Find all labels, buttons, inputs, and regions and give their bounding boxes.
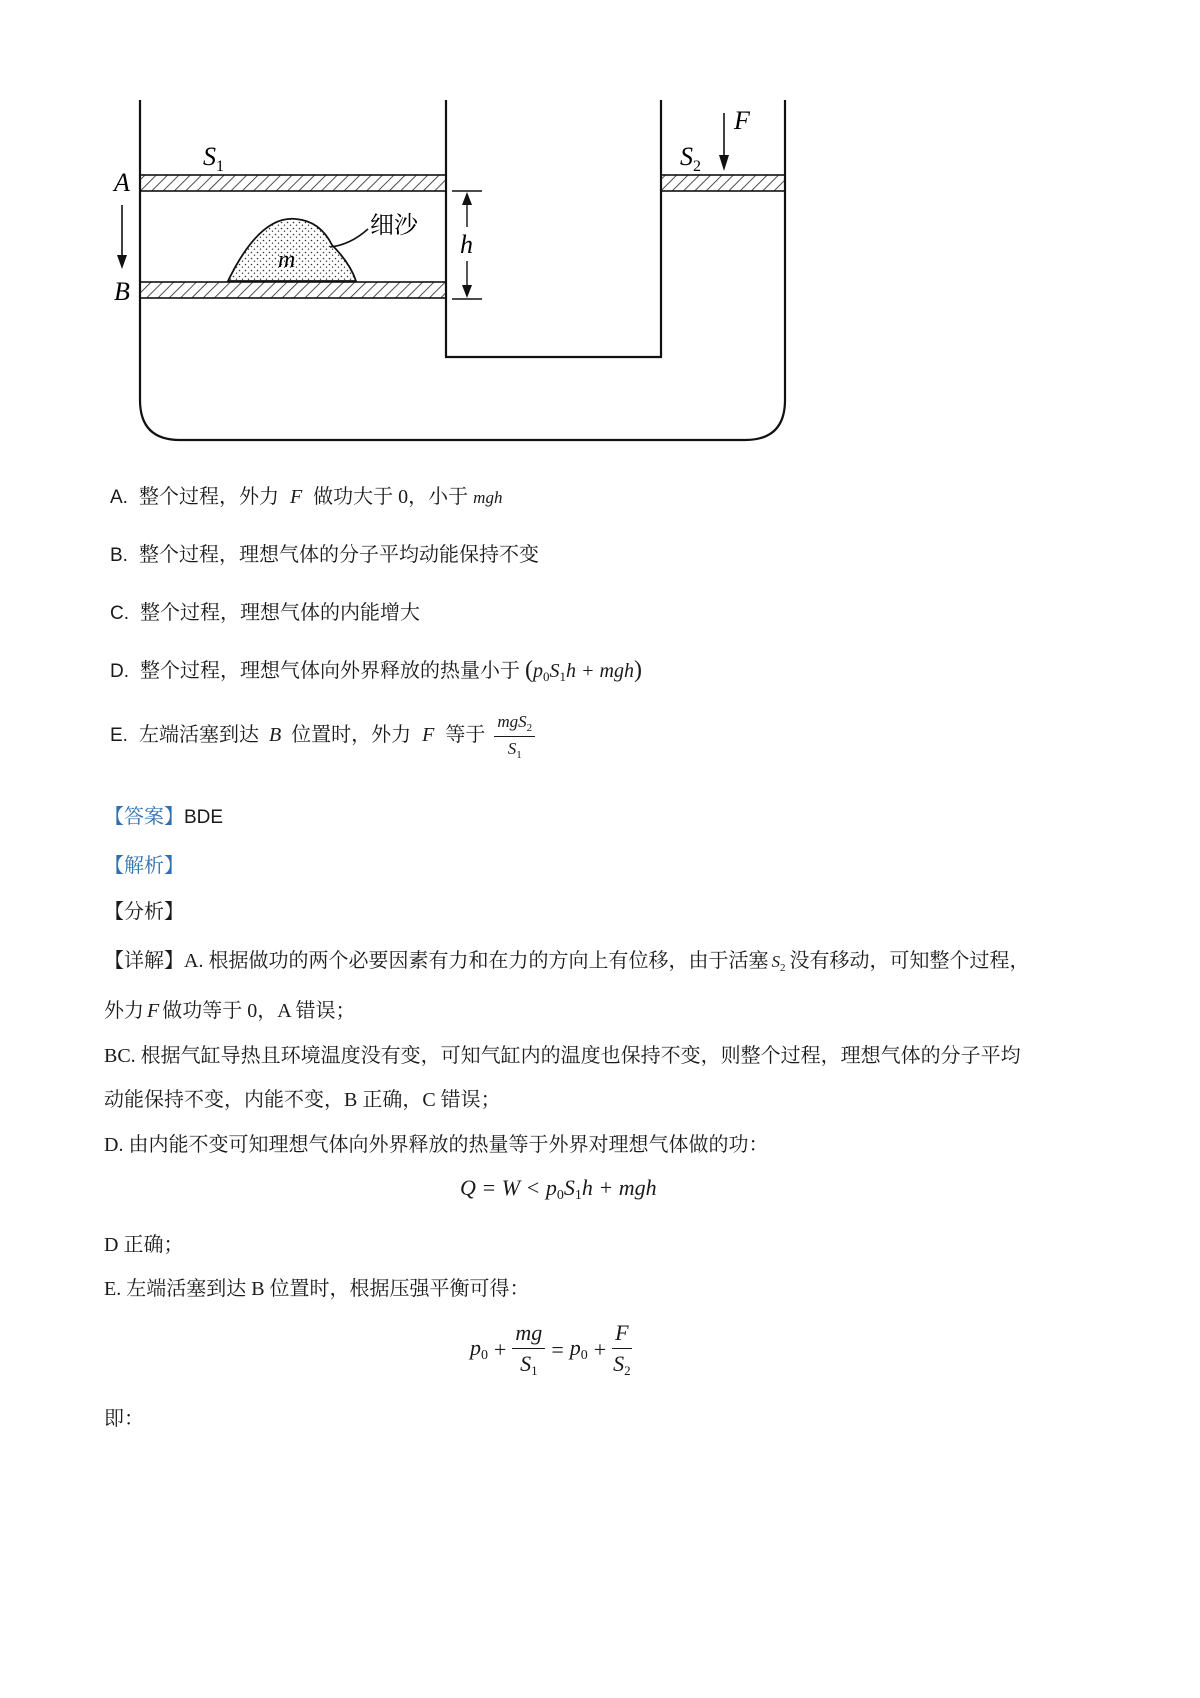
option-e: E. 左端活塞到达 B 位置时，外力 F 等于 $\frac{mgS_2}{S_1}$ [110, 712, 535, 761]
label-h: h [460, 230, 473, 259]
sand-leader-line [330, 229, 368, 247]
label-s1: $S_1$ [203, 142, 224, 175]
detail-line-4: 动能保持不变，内能不变，B 正确，C 错误； [104, 1089, 501, 1111]
option-b: B. 整个过程，理想气体的分子平均动能保持不变 [110, 544, 539, 566]
detail-line-3: BC. 根据气缸导热且环境温度没有变，可知气缸内的温度也保持不变，则整个过程，理想气体的分子平均 [104, 1045, 1021, 1067]
label-a: A [114, 168, 130, 197]
detail-line-7: E. 左端活塞到达 B 位置时，根据压强平衡可得： [104, 1278, 530, 1300]
analysis-tag: 【解析】 [104, 855, 184, 877]
label-m: m [278, 247, 296, 273]
force-arrow-icon [719, 155, 729, 171]
label-s2: $S_2$ [680, 142, 701, 175]
label-sand: 细沙 [370, 211, 418, 239]
label-b: B [114, 277, 130, 306]
label-f: F [734, 106, 750, 135]
detail-line-5: D. 由内能不变可知理想气体向外界释放的热量等于外界对理想气体做的功： [104, 1134, 769, 1156]
answer-tag: 【答案】 [104, 806, 184, 828]
option-c: C. 整个过程，理想气体的内能增大 [110, 602, 420, 624]
detail-line-8: 即： [104, 1408, 144, 1430]
inner-divider [446, 100, 661, 357]
answer-value: BDE [184, 807, 224, 828]
option-d: D. 整个过程，理想气体向外界释放的热量小于 $(p_0S_1h + mgh)$ [110, 657, 642, 684]
up-arrow-icon [462, 192, 472, 205]
equation-pressure-balance: $p_0$ + $\frac{mg}{S_1}$ = $p_0$ + $\frac{F}{S_2}$ [470, 1320, 631, 1378]
answer-line [104, 800, 223, 829]
fenxi-tag: 【分析】 [104, 901, 184, 923]
down-arrow-icon [117, 255, 127, 269]
detail-line-6: D 正确； [104, 1234, 184, 1256]
detail-line-2: 外力 F 做功等于 0，A 错误； [104, 1000, 356, 1022]
down-arrow-icon [462, 285, 472, 298]
equation-q-w: $Q = W < p_0S_1h$ + mgh [460, 1175, 657, 1203]
option-a: A. 整个过程，外力 F 做功大于 0，小于 mgh [110, 486, 503, 508]
fraction-mgs2-s1: $\frac{mgS_2}{S_1}$ [494, 712, 535, 761]
piston-a [140, 175, 446, 191]
u-tube-cylinder-diagram [100, 95, 820, 465]
piston-s2 [661, 175, 785, 191]
detail-line-1: 【详解】A. 根据做功的两个必要因素有力和在力的方向上有位移，由于活塞 $S_2$ 没有移动，可知整个过程， [104, 950, 1030, 974]
piston-b [140, 282, 446, 298]
